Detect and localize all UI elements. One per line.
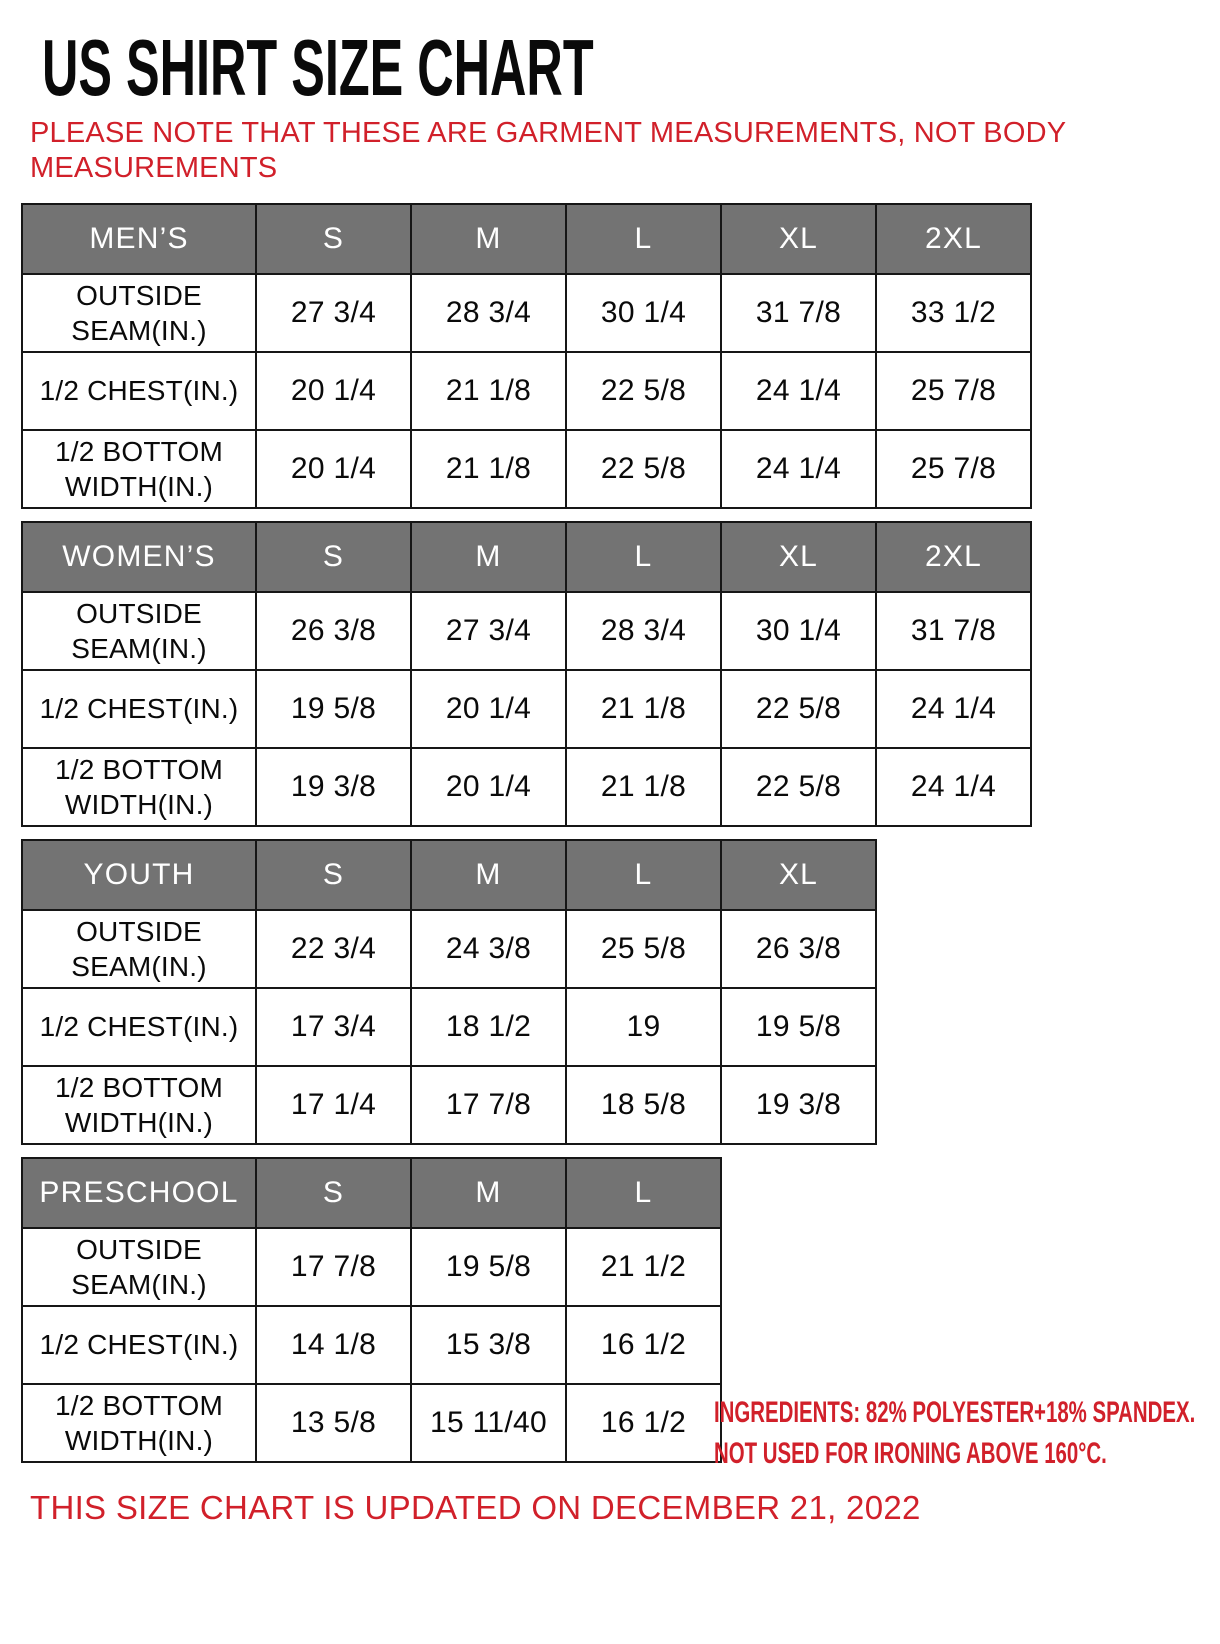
measurement-value: 24 1/4: [721, 352, 876, 430]
measurement-row-label: 1/2 CHEST(IN.): [22, 1306, 256, 1384]
size-column-header: M: [411, 840, 566, 910]
measurement-value: 28 3/4: [411, 274, 566, 352]
size-tables-container: [21, 203, 1220, 1463]
size-column-header: M: [411, 1158, 566, 1228]
measurement-row-label: OUTSIDE SEAM(IN.): [22, 274, 256, 352]
table-row: [22, 274, 1031, 352]
measurement-value: 33 1/2: [876, 274, 1031, 352]
measurement-value: 15 11/40: [411, 1384, 566, 1462]
table-row: [22, 1066, 876, 1144]
measurement-value: 24 1/4: [876, 670, 1031, 748]
size-column-header: L: [566, 840, 721, 910]
measurement-value: 24 1/4: [876, 748, 1031, 826]
size-column-header: 2XL: [876, 204, 1031, 274]
size-chart-page: [0, 23, 1220, 1644]
ingredients-note: [714, 1392, 1195, 1474]
measurement-value: 21 1/8: [411, 352, 566, 430]
measurement-value: 19 3/8: [256, 748, 411, 826]
table-group-label-preschool: PRESCHOOL: [22, 1158, 256, 1228]
size-column-header: S: [256, 840, 411, 910]
table-group-label-youth: YOUTH: [22, 840, 256, 910]
size-column-header: 2XL: [876, 522, 1031, 592]
size-column-header: S: [256, 1158, 411, 1228]
measurement-value: 21 1/8: [411, 430, 566, 508]
measurement-row-label: 1/2 BOTTOM WIDTH(IN.): [22, 1066, 256, 1144]
garment-measurement-note: PLEASE NOTE THAT THESE ARE GARMENT MEASUREMENTS, NOT BODY MEASUREMENTS: [30, 117, 1066, 184]
measurement-value: 25 7/8: [876, 430, 1031, 508]
measurement-row-label: 1/2 CHEST(IN.): [22, 670, 256, 748]
measurement-row-label: 1/2 CHEST(IN.): [22, 352, 256, 430]
size-table-womens: [21, 521, 1032, 827]
measurement-value: 22 3/4: [256, 910, 411, 988]
womens-table-section: [21, 521, 1220, 827]
table-row: [22, 592, 1031, 670]
measurement-row-label: 1/2 BOTTOM WIDTH(IN.): [22, 430, 256, 508]
size-column-header: S: [256, 522, 411, 592]
measurement-value: 18 5/8: [566, 1066, 721, 1144]
table-row: [22, 670, 1031, 748]
size-column-header: M: [411, 204, 566, 274]
measurement-value: 16 1/2: [566, 1306, 721, 1384]
measurement-value: 31 7/8: [721, 274, 876, 352]
measurement-value: 20 1/4: [411, 748, 566, 826]
measurement-value: 26 3/8: [256, 592, 411, 670]
measurement-value: 24 1/4: [721, 430, 876, 508]
table-row: [22, 1228, 721, 1306]
measurement-value: 24 3/8: [411, 910, 566, 988]
measurement-value: 16 1/2: [566, 1384, 721, 1462]
measurement-value: 18 1/2: [411, 988, 566, 1066]
header-row: [22, 840, 876, 910]
measurement-value: 19 5/8: [256, 670, 411, 748]
size-column-header: L: [566, 522, 721, 592]
ingredients-line2: NOT USED FOR IRONING ABOVE 160°C.: [714, 1437, 1107, 1471]
size-column-header: L: [566, 1158, 721, 1228]
measurement-row-label: OUTSIDE SEAM(IN.): [22, 592, 256, 670]
measurement-value: 22 5/8: [721, 670, 876, 748]
measurement-row-label: OUTSIDE SEAM(IN.): [22, 910, 256, 988]
measurement-value: 27 3/4: [256, 274, 411, 352]
measurement-value: 25 5/8: [566, 910, 721, 988]
size-column-header: M: [411, 522, 566, 592]
table-row: [22, 430, 1031, 508]
measurement-value: 17 1/4: [256, 1066, 411, 1144]
measurement-value: 17 7/8: [411, 1066, 566, 1144]
size-table-youth: [21, 839, 877, 1145]
size-column-header: L: [566, 204, 721, 274]
table-row: [22, 988, 876, 1066]
measurement-value: 26 3/8: [721, 910, 876, 988]
table-group-label-mens: MEN’S: [22, 204, 256, 274]
size-column-header: XL: [721, 840, 876, 910]
update-date-note: THIS SIZE CHART IS UPDATED ON DECEMBER 21, 2022: [30, 1488, 921, 1526]
measurement-value: 30 1/4: [566, 274, 721, 352]
size-table-preschool: [21, 1157, 722, 1463]
table-row: [22, 1384, 721, 1462]
measurement-value: 17 3/4: [256, 988, 411, 1066]
table-group-label-womens: WOMEN’S: [22, 522, 256, 592]
table-row: [22, 352, 1031, 430]
table-row: [22, 910, 876, 988]
measurement-value: 21 1/8: [566, 670, 721, 748]
measurement-value: 22 5/8: [721, 748, 876, 826]
table-row: [22, 1306, 721, 1384]
measurement-value: 19 3/8: [721, 1066, 876, 1144]
measurement-row-label: 1/2 BOTTOM WIDTH(IN.): [22, 1384, 256, 1462]
measurement-value: 19 5/8: [411, 1228, 566, 1306]
header-row: [22, 204, 1031, 274]
measurement-value: 13 5/8: [256, 1384, 411, 1462]
ingredients-line1: INGREDIENTS: 82% POLYESTER+18% SPANDEX.: [714, 1396, 1196, 1429]
table-row: [22, 748, 1031, 826]
header-row: [22, 1158, 721, 1228]
measurement-row-label: 1/2 CHEST(IN.): [22, 988, 256, 1066]
measurement-value: 28 3/4: [566, 592, 721, 670]
header-row: [22, 522, 1031, 592]
measurement-value: 22 5/8: [566, 352, 721, 430]
measurement-value: 27 3/4: [411, 592, 566, 670]
size-column-header: XL: [721, 204, 876, 274]
measurement-value: 21 1/8: [566, 748, 721, 826]
measurement-value: 20 1/4: [256, 430, 411, 508]
measurement-row-label: OUTSIDE SEAM(IN.): [22, 1228, 256, 1306]
measurement-value: 20 1/4: [256, 352, 411, 430]
size-table-mens: [21, 203, 1032, 509]
measurement-row-label: 1/2 BOTTOM WIDTH(IN.): [22, 748, 256, 826]
measurement-value: 19: [566, 988, 721, 1066]
measurement-value: 22 5/8: [566, 430, 721, 508]
measurement-value: 20 1/4: [411, 670, 566, 748]
size-column-header: XL: [721, 522, 876, 592]
measurement-value: 17 7/8: [256, 1228, 411, 1306]
measurement-value: 30 1/4: [721, 592, 876, 670]
youth-table-section: [21, 839, 1220, 1145]
measurement-value: 25 7/8: [876, 352, 1031, 430]
measurement-value: 19 5/8: [721, 988, 876, 1066]
measurement-value: 15 3/8: [411, 1306, 566, 1384]
measurement-value: 21 1/2: [566, 1228, 721, 1306]
mens-table-section: [21, 203, 1220, 509]
size-column-header: S: [256, 204, 411, 274]
measurement-value: 31 7/8: [876, 592, 1031, 670]
measurement-value: 14 1/8: [256, 1306, 411, 1384]
page-title: US SHIRT SIZE CHART: [42, 23, 594, 112]
